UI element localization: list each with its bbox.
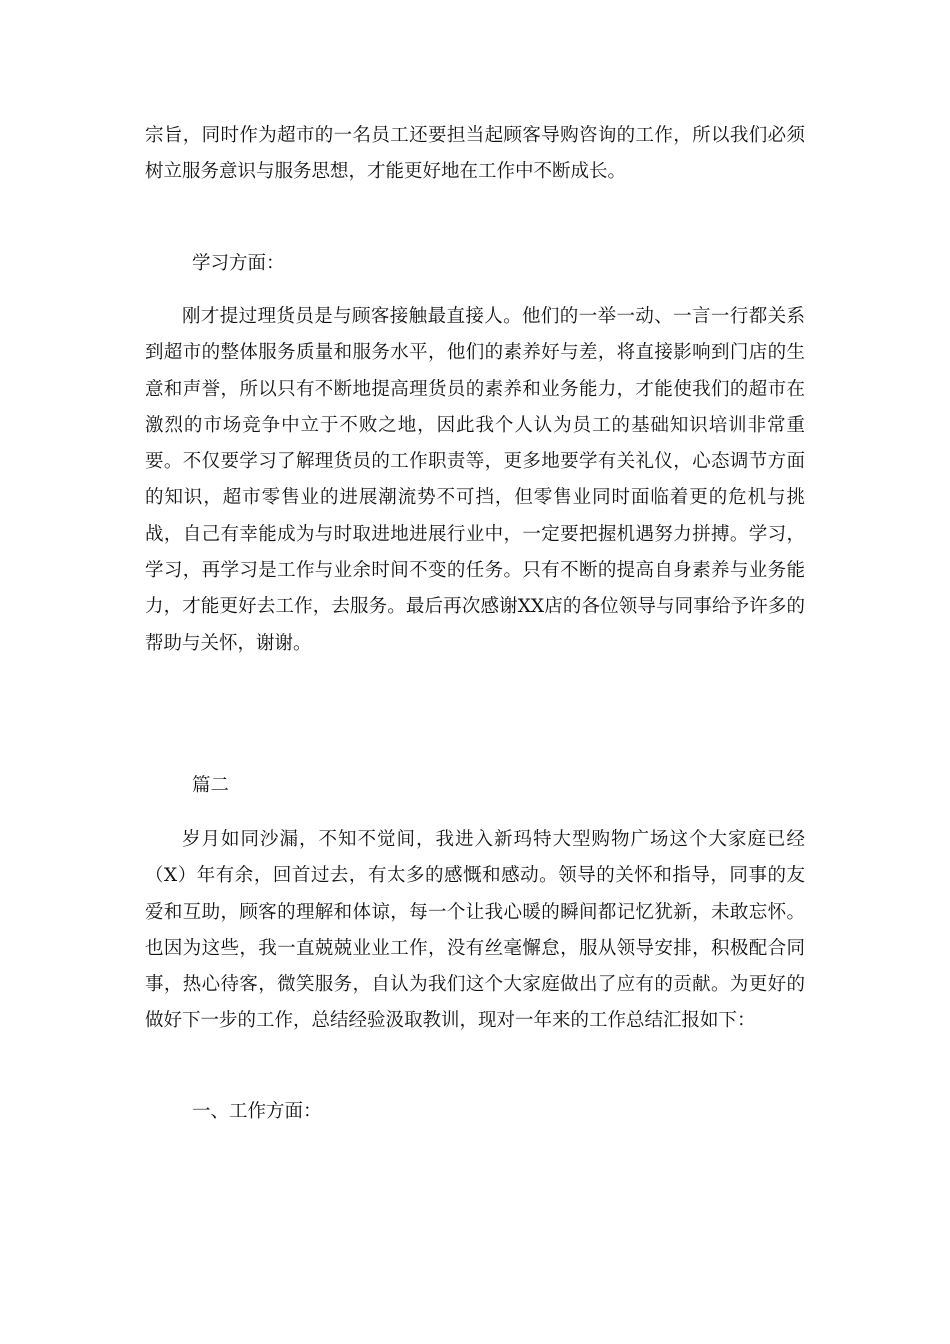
heading-study: 学习方面： xyxy=(192,253,285,274)
heading-work: 一、工作方面： xyxy=(192,1101,322,1122)
paragraph-summary-intro: 岁月如同沙漏，不知不觉间，我进入新玛特大型购物广场这个大家庭已经（X）年有余，回首过去，有太多的感慨和感动。领导的关怀和指导，同事的友爱和互助，顾客的理解和体谅，每一个让我心暖的瞬间都记忆犹新，未敢忘怀。也因为这些，我一直兢兢业业工作，没有丝毫懈怠，服从领导安排，积极配合同事，热心待客，微笑服务，自认为我们这个大家庭做出了应有的贡献。为更好的做好下一步的工作，总结经验汲取教训，现对一年来的工作总结汇报如下： xyxy=(145,829,805,1032)
paragraph-study: 刚才提过理货员是与顾客接触最直接人。他们的一举一动、一言一行都关系到超市的整体服务质量和服务水平，他们的素养好与差，将直接影响到门店的生意和声誉，所以只有不断地提高理货员的素养和业务能力，才能使我们的超市在激烈的市场竞争中立于不败之地，因此我个人认为员工的基础知识培训非常重要。不仅要学习了解理货员的工作职责等，更多地要学有关礼仪，心态调节方面的知识，超市零售业的进展潮流势不可挡，但零售业同时面临着更的危机与挑战，自己有幸能成为与时取进地进展行业中，一定要把握机遇努力拼搏。学习，学习，再学习是工作与业余时间不变的任务。只有不断的提高自身素养与业务能力，才能更好去工作，去服务。最后再次感谢XX店的各位领导与同事给予许多的帮助与关怀，谢谢。 xyxy=(145,306,805,654)
paragraph-purpose: 宗旨，同时作为超市的一名员工还要担当起顾客导购咨询的工作，所以我们必须树立服务意识与服务思想，才能更好地在工作中不断成长。 xyxy=(145,125,805,183)
heading-part-two: 篇二 xyxy=(192,775,230,796)
